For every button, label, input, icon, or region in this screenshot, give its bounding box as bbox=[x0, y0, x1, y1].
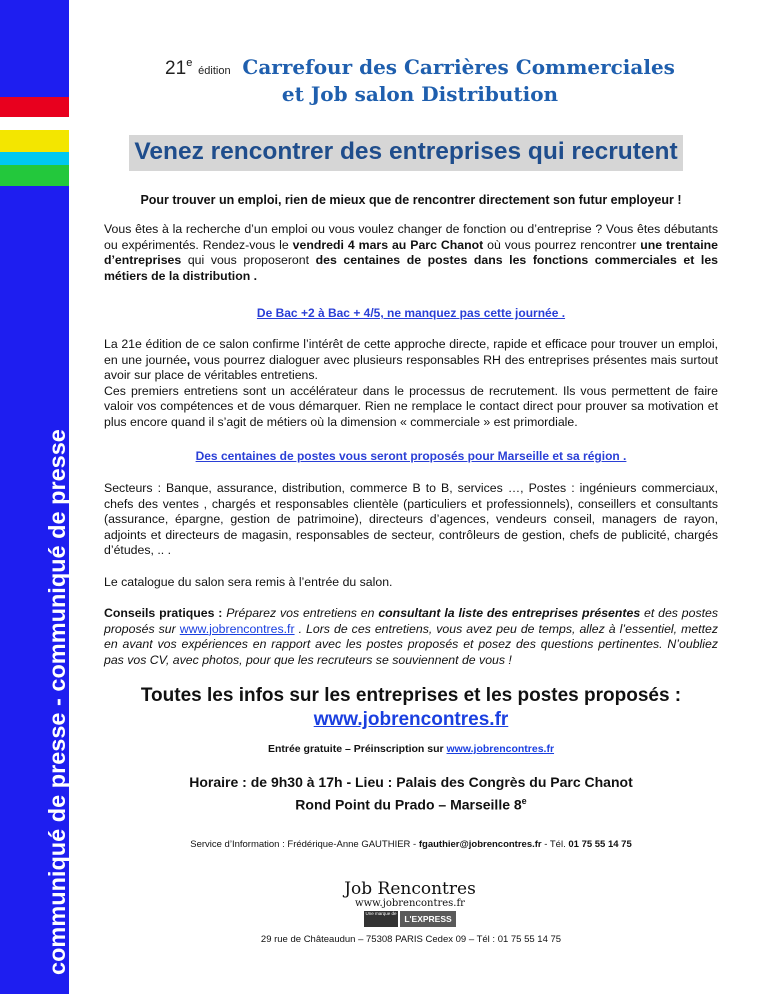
entree-line: Entrée gratuite – Préinscription sur www.jobrencontres.fr bbox=[267, 743, 555, 755]
jobrencontres-link[interactable]: www.jobrencontres.fr bbox=[179, 621, 295, 636]
tagline: Pour trouver un emploi, rien de mieux que de rencontrer directement son futur employeur ! bbox=[140, 193, 682, 207]
edition-number: 21 bbox=[165, 58, 187, 79]
secteurs-paragraph: Secteurs : Banque, assurance, distribution, commerce B to B, services …, Postes : ingénieurs commerciaux, chefs des ventes , chargés et responsables clientèle (particuliers et professionnels), conseillers et consultants (assurance, épargne, gestion de patrimoine), directeurs d’agences, vendeurs conseil, managers de rayon, adjoints et directeurs de magasin, responsables de secteur, contrôleurs de gestion, chefs de publicité, chargés d’études, .. . bbox=[104, 481, 718, 558]
stripe-green bbox=[0, 165, 69, 186]
conseils-paragraph: Conseils pratiques : Préparez vos entretiens en consultant la liste des entreprises présentes et des postes proposés sur www.jobrencontres.fr . Lors de ces entretiens, vous avez peu de temps, allez à l’essentiel, mettez en avant vos expériences en rapport avec les postes proposés et posez des questions pertinentes. N’oubliez pas vos CV, avec photos, pour que les recruteurs se souviennent de vous ! bbox=[104, 606, 719, 667]
big-info-line: Toutes les infos sur les entreprises et les postes proposés : bbox=[140, 685, 682, 706]
headline-banner bbox=[129, 135, 683, 171]
job-rencontres-logo bbox=[330, 880, 490, 927]
stripe-yellow bbox=[0, 130, 69, 152]
headline-text: Venez rencontrer des entreprises qui recrutent bbox=[134, 138, 678, 165]
contact-phone: 01 75 55 14 75 bbox=[568, 839, 632, 850]
bac-level-line: De Bac +2 à Bac + 4/5, ne manquez pas cette journée . bbox=[256, 306, 566, 320]
horaire-line: Horaire : de 9h30 à 17h - Lieu : Palais des Congrès du Parc Chanot bbox=[189, 774, 633, 790]
big-info bbox=[104, 684, 718, 732]
sidebar-press-release-text: communiqué de presse - communiqué de presse bbox=[44, 429, 70, 975]
stripe-red bbox=[0, 97, 69, 117]
big-info-url[interactable]: www.jobrencontres.fr bbox=[313, 709, 509, 730]
footer-address: 29 rue de Châteaudun – 75308 PARIS Cedex 09 – Tél : 01 75 55 14 75 bbox=[260, 934, 562, 945]
contact-email[interactable]: fgauthier@jobrencontres.fr bbox=[418, 839, 542, 850]
lexpress-badge: L'EXPRESS bbox=[400, 911, 456, 927]
stripe-white bbox=[0, 117, 69, 130]
entree-link[interactable]: www.jobrencontres.fr bbox=[446, 743, 555, 755]
logo-name: Job Rencontres bbox=[344, 879, 476, 899]
intro-paragraph: Vous êtes à la recherche d’un emploi ou vous voulez changer de fonction ou d’entreprise ? Vous êtes débutants ou expérimentés. Rendez-vous le vendredi 4 mars au Parc Chanot où vous pourrez rencontrer une trentaine d’entreprises qui vous proposeront des centaines de postes dans les fonctions commerciales et les métiers de la distribution . bbox=[104, 222, 718, 283]
lieu-line: Rond Point du Prado – Marseille 8e bbox=[295, 796, 527, 813]
event-title-line1: Carrefour des Carrières Commerciales bbox=[242, 55, 675, 79]
edition-paragraph: La 21e édition de ce salon confirme l’intérêt de cette approche directe, rapide et efficace pour trouver un emploi, en une journée, vous pourrez dialoguer avec plusieurs responsables RH des entreprises présentes mais surtout avoir sur place de véritables entretiens. Ces premiers entretiens sont un accélérateur dans le processus de recrutement. Ils vous permettent de faire valoir vos compétences et de vous démarquer. Rien ne remplace le contact direct pour prouver sa motivation et plus encore quand il s’agit de métiers où la dimension « commerciale » est primordiale. bbox=[104, 337, 718, 429]
stripe-cyan bbox=[0, 152, 69, 165]
catalogue-line: Le catalogue du salon sera remis à l’entrée du salon. bbox=[104, 575, 393, 589]
logo-small-badge: Une marque de bbox=[364, 911, 398, 927]
service-info: Service d’Information : Frédérique-Anne GAUTHIER - fgauthier@jobrencontres.fr - Tél. 01 75 55 14 75 bbox=[190, 839, 632, 850]
horaire-block bbox=[104, 773, 718, 815]
header bbox=[125, 55, 715, 106]
edition-word: édition bbox=[198, 65, 231, 77]
event-title-line2: et Job salon Distribution bbox=[281, 82, 559, 106]
logo-url: www.jobrencontres.fr bbox=[355, 898, 465, 909]
postes-line: Des centaines de postes vous seront proposés pour Marseille et sa région . bbox=[195, 449, 627, 463]
edition-sup: e bbox=[186, 57, 193, 69]
